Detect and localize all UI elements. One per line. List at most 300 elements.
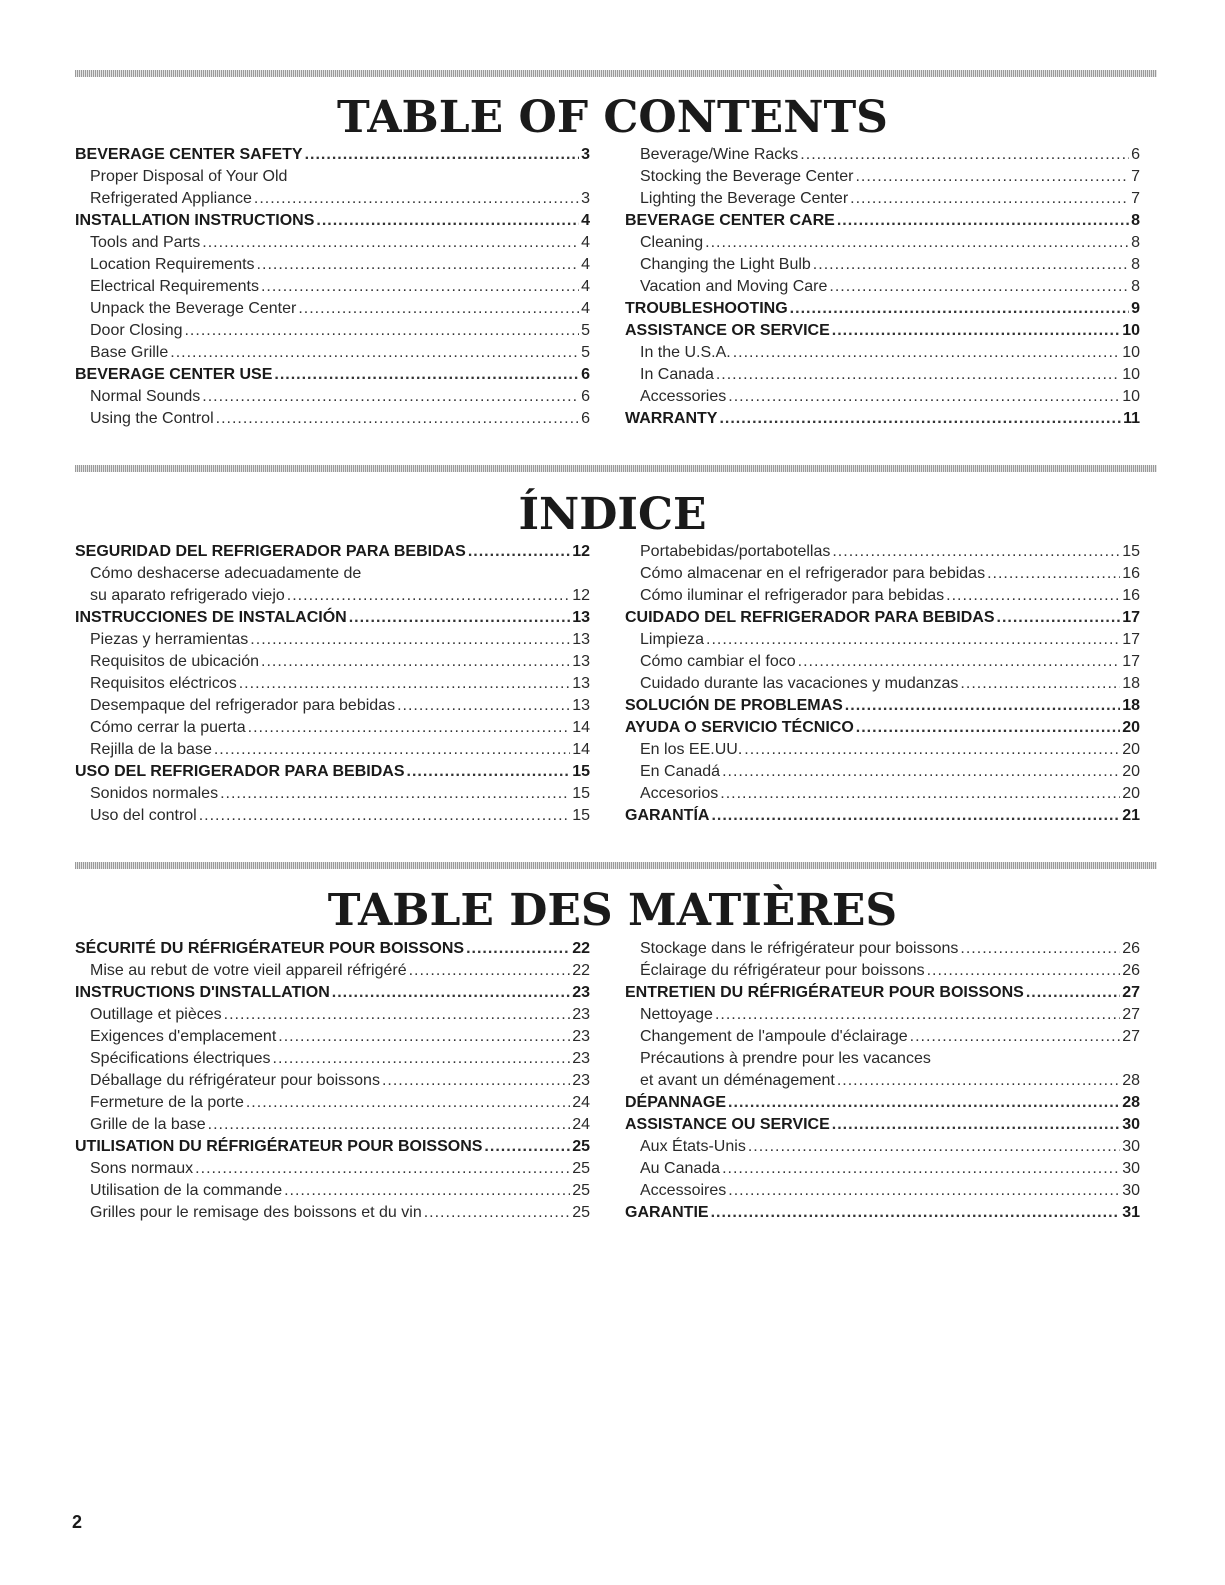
toc-entry [625, 936, 1140, 958]
dot-leader [837, 212, 1129, 230]
toc-entry-label: Cómo almacenar en el refrigerador para bebidas [640, 564, 986, 582]
toc-entry [75, 1112, 590, 1134]
toc-entry [625, 1068, 1140, 1090]
toc-entry-page: 13 [572, 608, 590, 626]
toc-entry-label: SOLUCIÓN DE PROBLEMAS [625, 696, 843, 714]
dot-leader [960, 675, 1120, 693]
toc-heading-entry [75, 1134, 590, 1156]
toc-entry [75, 1200, 590, 1222]
toc-entry [625, 1178, 1140, 1200]
toc-entry-label: INSTALLATION INSTRUCTIONS [75, 211, 315, 229]
toc-entry-page: 15 [1122, 542, 1140, 560]
toc-entry-label: BEVERAGE CENTER CARE [625, 211, 835, 229]
dot-leader [208, 1116, 571, 1134]
toc-entry [625, 958, 1140, 980]
toc-entry-label: AYUDA O SERVICIO TÉCNICO [625, 718, 854, 736]
toc-heading-entry [625, 406, 1140, 428]
toc-entry-label: DÉPANNAGE [625, 1093, 727, 1111]
dot-leader [305, 146, 580, 164]
toc-entry-label: Unpack the Beverage Center [90, 299, 297, 317]
dot-leader [850, 190, 1129, 208]
toc-entry-label: SÉCURITÉ DU RÉFRIGÉRATEUR POUR BOISSONS [75, 939, 465, 957]
toc-entry-page: 30 [1122, 1181, 1140, 1199]
divider-rule [75, 862, 1157, 869]
dot-leader [246, 1094, 570, 1112]
toc-entry-label: GARANTÍA [625, 806, 710, 824]
toc-entry-page: 31 [1122, 1203, 1140, 1221]
toc-entry-page: 7 [1131, 167, 1140, 185]
dot-leader [960, 940, 1120, 958]
toc-entry-label: Lighting the Beverage Center [640, 189, 849, 207]
toc-entry-page: 18 [1122, 674, 1140, 692]
toc-entry-page: 3 [581, 145, 590, 163]
dot-leader [397, 697, 570, 715]
toc-entry [625, 186, 1140, 208]
toc-entry-page: 23 [572, 1027, 590, 1045]
toc-entry-label: Accessories [640, 387, 727, 405]
toc-entry-label: Mise au rebut de votre vieil appareil réfrigéré [90, 961, 407, 979]
toc-heading-entry [625, 605, 1140, 627]
toc-entry [75, 781, 590, 803]
toc-entry [75, 671, 590, 693]
toc-entry [75, 340, 590, 362]
toc-entry-page: 8 [1131, 255, 1140, 273]
toc-heading-entry [625, 715, 1140, 737]
toc-entry-label: Requisitos de ubicación [90, 652, 259, 670]
dot-leader [845, 697, 1120, 715]
dot-leader [184, 322, 579, 340]
dot-leader [856, 719, 1120, 737]
toc-entry [625, 583, 1140, 605]
toc-entry [75, 252, 590, 274]
toc-heading-entry [625, 980, 1140, 1002]
toc-entry [75, 1024, 590, 1046]
divider-rule [75, 70, 1157, 77]
dot-leader [382, 1072, 570, 1090]
toc-entry-label: Desempaque del refrigerador para bebidas [90, 696, 396, 714]
dot-leader [273, 1050, 571, 1068]
toc-entry [75, 164, 590, 186]
toc-column-english-left [75, 142, 590, 428]
toc-heading-entry [625, 296, 1140, 318]
toc-entry [75, 1046, 590, 1068]
toc-entry-page: 17 [1122, 608, 1140, 626]
toc-entry-label: Uso del control [90, 806, 197, 824]
toc-entry-page: 13 [572, 630, 590, 648]
dot-leader [813, 256, 1129, 274]
toc-entry-page: 21 [1122, 806, 1140, 824]
toc-entry-page: 14 [572, 740, 590, 758]
dot-leader [733, 344, 1120, 362]
toc-entry [75, 296, 590, 318]
toc-entry-page: 17 [1122, 630, 1140, 648]
divider-rule [75, 465, 1157, 472]
toc-entry-page: 15 [572, 762, 590, 780]
toc-column-spanish-left [75, 539, 590, 825]
toc-entry-label: ASSISTANCE OR SERVICE [625, 321, 830, 339]
toc-entry-label: GARANTIE [625, 1203, 709, 1221]
toc-entry-label: INSTRUCTIONS D'INSTALLATION [75, 983, 330, 1001]
toc-entry-label: Accessoires [640, 1181, 727, 1199]
dot-leader [790, 300, 1129, 318]
toc-entry-page: 25 [572, 1159, 590, 1177]
toc-entry-label: Proper Disposal of Your Old [90, 167, 288, 185]
dot-leader [248, 719, 571, 737]
dot-leader [711, 807, 1120, 825]
toc-entry-page: 23 [572, 1071, 590, 1089]
toc-entry-label: ENTRETIEN DU RÉFRIGÉRATEUR POUR BOISSONS [625, 983, 1024, 1001]
toc-entry-page: 17 [1122, 652, 1140, 670]
toc-entry-page: 28 [1122, 1093, 1140, 1111]
toc-entry-label: Outillage et pièces [90, 1005, 222, 1023]
toc-entry-page: 20 [1122, 718, 1140, 736]
dot-leader [728, 1182, 1120, 1200]
toc-entry [625, 1002, 1140, 1024]
dot-leader [832, 543, 1120, 561]
toc-entry-label: Tools and Parts [90, 233, 201, 251]
toc-entry-page: 5 [581, 343, 590, 361]
toc-entry [75, 186, 590, 208]
dot-leader [254, 190, 579, 208]
toc-entry [75, 958, 590, 980]
dot-leader [832, 322, 1120, 340]
toc-entry-label: Rejilla de la base [90, 740, 212, 758]
toc-entry-page: 12 [572, 586, 590, 604]
dot-leader [800, 146, 1129, 164]
dot-leader [711, 1204, 1121, 1222]
toc-entry-page: 10 [1122, 321, 1140, 339]
dot-leader [997, 609, 1121, 627]
toc-entry-label: Stockage dans le réfrigérateur pour boissons [640, 939, 959, 957]
toc-entry-page: 12 [572, 542, 590, 560]
toc-entry-label: Éclairage du réfrigérateur pour boissons [640, 961, 925, 979]
dot-leader [202, 234, 579, 252]
toc-entry-label: CUIDADO DEL REFRIGERADOR PARA BEBIDAS [625, 608, 995, 626]
toc-entry-page: 6 [1131, 145, 1140, 163]
dot-leader [720, 785, 1120, 803]
toc-heading-entry [625, 1200, 1140, 1222]
toc-entry [625, 781, 1140, 803]
toc-entry-page: 24 [572, 1093, 590, 1111]
toc-entry-label: Cleaning [640, 233, 704, 251]
toc-entry-page: 30 [1122, 1137, 1140, 1155]
toc-heading-entry [75, 936, 590, 958]
toc-heading-entry [625, 803, 1140, 825]
dot-leader [927, 962, 1121, 980]
toc-entry [625, 274, 1140, 296]
toc-entry-page: 15 [572, 806, 590, 824]
toc-entry [625, 230, 1140, 252]
section-title-spanish: ÍNDICE [518, 489, 707, 540]
toc-entry-page: 10 [1122, 387, 1140, 405]
dot-leader [274, 366, 579, 384]
toc-entry [625, 1046, 1140, 1068]
toc-entry [625, 142, 1140, 164]
dot-leader [728, 388, 1120, 406]
toc-entry-page: 13 [572, 652, 590, 670]
toc-entry-page: 27 [1122, 1027, 1140, 1045]
dot-leader [261, 653, 570, 671]
toc-entry-label: Spécifications électriques [90, 1049, 271, 1067]
toc-entry-page: 5 [581, 321, 590, 339]
toc-entry-label: USO DEL REFRIGERADOR PARA BEBIDAS [75, 762, 405, 780]
dot-leader [349, 609, 570, 627]
toc-entry-page: 10 [1122, 343, 1140, 361]
toc-heading-entry [75, 605, 590, 627]
toc-entry-page: 20 [1122, 740, 1140, 758]
toc-entry-label: ASSISTANCE OU SERVICE [625, 1115, 830, 1133]
dot-leader [722, 1160, 1120, 1178]
toc-entry-page: 30 [1122, 1115, 1140, 1133]
toc-entry-page: 22 [572, 939, 590, 957]
toc-entry-page: 4 [581, 211, 590, 229]
toc-entry [75, 384, 590, 406]
toc-entry-page: 10 [1122, 365, 1140, 383]
dot-leader [239, 675, 570, 693]
dot-leader [407, 763, 571, 781]
dot-leader [722, 763, 1120, 781]
toc-entry [75, 737, 590, 759]
toc-heading-entry [625, 318, 1140, 340]
toc-heading-entry [625, 208, 1140, 230]
toc-entry-label: Utilisation de la commande [90, 1181, 283, 1199]
toc-entry [625, 561, 1140, 583]
toc-heading-entry [75, 980, 590, 1002]
toc-entry-label: Limpieza [640, 630, 705, 648]
dot-leader [706, 631, 1120, 649]
dot-leader [744, 741, 1120, 759]
toc-entry-page: 18 [1122, 696, 1140, 714]
dot-leader [484, 1138, 570, 1156]
toc-entry-page: 9 [1131, 299, 1140, 317]
toc-entry-label: Using the Control [90, 409, 214, 427]
toc-entry-page: 14 [572, 718, 590, 736]
toc-heading-entry [75, 208, 590, 230]
toc-entry-page: 30 [1122, 1159, 1140, 1177]
toc-entry-label: Cómo cerrar la puerta [90, 718, 246, 736]
toc-entry-label: BEVERAGE CENTER SAFETY [75, 145, 303, 163]
toc-entry-label: su aparato refrigerado viejo [90, 586, 285, 604]
dot-leader [716, 366, 1120, 384]
dot-leader [910, 1028, 1121, 1046]
toc-entry-page: 23 [572, 983, 590, 1001]
toc-entry-page: 4 [581, 255, 590, 273]
toc-entry [75, 1090, 590, 1112]
toc-entry [625, 627, 1140, 649]
toc-entry [75, 1002, 590, 1024]
toc-entry [625, 252, 1140, 274]
dot-leader [261, 278, 579, 296]
dot-leader [719, 410, 1121, 428]
toc-entry [75, 627, 590, 649]
toc-entry-page: 27 [1122, 1005, 1140, 1023]
toc-entry-label: In Canada [640, 365, 714, 383]
toc-entry [625, 737, 1140, 759]
toc-entry-page: 16 [1122, 586, 1140, 604]
dot-leader [832, 1116, 1120, 1134]
toc-heading-entry [75, 539, 590, 561]
dot-leader [214, 741, 570, 759]
toc-entry-label: Cómo cambiar el foco [640, 652, 796, 670]
toc-entry-label: Base Grille [90, 343, 169, 361]
dot-leader [298, 300, 579, 318]
dot-leader [855, 168, 1129, 186]
toc-entry-page: 11 [1123, 409, 1140, 427]
toc-entry [75, 1068, 590, 1090]
toc-entry-label: Portabebidas/portabotellas [640, 542, 831, 560]
toc-entry [625, 1156, 1140, 1178]
toc-entry-label: SEGURIDAD DEL REFRIGERADOR PARA BEBIDAS [75, 542, 466, 560]
dot-leader [216, 410, 579, 428]
toc-column-spanish-right [625, 539, 1140, 825]
toc-entry-page: 13 [572, 674, 590, 692]
toc-entry-label: Déballage du réfrigérateur pour boissons [90, 1071, 380, 1089]
toc-entry [625, 671, 1140, 693]
dot-leader [284, 1182, 570, 1200]
dot-leader [278, 1028, 570, 1046]
toc-entry-page: 24 [572, 1115, 590, 1133]
toc-entry [75, 1178, 590, 1200]
toc-entry-label: Sons normaux [90, 1159, 194, 1177]
toc-entry [75, 561, 590, 583]
toc-entry-label: Changement de l'ampoule d'éclairage [640, 1027, 908, 1045]
toc-entry-page: 25 [572, 1181, 590, 1199]
toc-entry-page: 4 [581, 233, 590, 251]
toc-entry-page: 16 [1122, 564, 1140, 582]
toc-entry [75, 318, 590, 340]
toc-entry-label: Requisitos eléctricos [90, 674, 237, 692]
toc-entry-label: Cómo iluminar el refrigerador para bebidas [640, 586, 945, 604]
toc-entry-label: TROUBLESHOOTING [625, 299, 788, 317]
toc-entry-page: 6 [581, 409, 590, 427]
toc-entry-label: Door Closing [90, 321, 183, 339]
dot-leader [409, 962, 571, 980]
toc-entry-page: 13 [572, 696, 590, 714]
dot-leader [715, 1006, 1120, 1024]
dot-leader [829, 278, 1129, 296]
dot-leader [468, 543, 570, 561]
toc-entry-page: 20 [1122, 762, 1140, 780]
toc-entry [75, 649, 590, 671]
toc-entry [75, 803, 590, 825]
toc-heading-entry [625, 1112, 1140, 1134]
toc-entry-label: Cuidado durante las vacaciones y mudanzas [640, 674, 959, 692]
toc-entry-page: 22 [572, 961, 590, 979]
toc-entry-label: Electrical Requirements [90, 277, 259, 295]
toc-entry-page: 23 [572, 1005, 590, 1023]
toc-entry-label: Sonidos normales [90, 784, 219, 802]
toc-heading-entry [625, 693, 1140, 715]
toc-entry-label: In the U.S.A. [640, 343, 731, 361]
toc-entry-label: Aux États-Unis [640, 1137, 746, 1155]
dot-leader [224, 1006, 571, 1024]
toc-heading-entry [625, 1090, 1140, 1112]
page-number: 2 [72, 1512, 83, 1532]
toc-entry [625, 362, 1140, 384]
toc-entry-page: 8 [1131, 233, 1140, 251]
dot-leader [220, 785, 570, 803]
toc-entry-page: 4 [581, 277, 590, 295]
toc-column-french-left [75, 936, 590, 1222]
toc-entry [625, 164, 1140, 186]
toc-entry-label: Refrigerated Appliance [90, 189, 252, 207]
toc-entry-page: 6 [581, 387, 590, 405]
toc-entry-label: UTILISATION DU RÉFRIGÉRATEUR POUR BOISSONS [75, 1137, 483, 1155]
toc-entry-label: Piezas y herramientas [90, 630, 249, 648]
toc-entry-label: WARRANTY [625, 409, 718, 427]
toc-entry [75, 693, 590, 715]
dot-leader [705, 234, 1129, 252]
toc-entry [625, 649, 1140, 671]
toc-entry-page: 4 [581, 299, 590, 317]
toc-entry [625, 539, 1140, 561]
toc-entry-page: 8 [1131, 211, 1140, 229]
toc-entry [75, 583, 590, 605]
toc-entry [625, 384, 1140, 406]
toc-entry-page: 3 [581, 189, 590, 207]
toc-entry-page: 27 [1122, 983, 1140, 1001]
toc-heading-entry [75, 759, 590, 781]
toc-entry [625, 340, 1140, 362]
toc-entry-page: 28 [1122, 1071, 1140, 1089]
toc-entry-label: Normal Sounds [90, 387, 201, 405]
toc-entry-label: Beverage/Wine Racks [640, 145, 799, 163]
toc-entry [75, 230, 590, 252]
section-title-french: TABLE DES MATIÈRES [327, 885, 898, 936]
toc-entry [75, 1156, 590, 1178]
toc-entry-label: En los EE.UU. [640, 740, 743, 758]
toc-entry [75, 715, 590, 737]
toc-entry-page: 26 [1122, 939, 1140, 957]
toc-entry-page: 23 [572, 1049, 590, 1067]
dot-leader [287, 587, 570, 605]
dot-leader [332, 984, 570, 1002]
toc-entry [625, 1024, 1140, 1046]
toc-entry-page: 15 [572, 784, 590, 802]
toc-entry-label: et avant un déménagement [640, 1071, 835, 1089]
toc-entry [75, 406, 590, 428]
toc-entry-label: Grille de la base [90, 1115, 206, 1133]
toc-entry-label: Fermeture de la porte [90, 1093, 244, 1111]
toc-entry [625, 1134, 1140, 1156]
toc-heading-entry [75, 362, 590, 384]
dot-leader [728, 1094, 1120, 1112]
dot-leader [424, 1204, 570, 1222]
toc-entry-label: En Canadá [640, 762, 721, 780]
dot-leader [195, 1160, 570, 1178]
dot-leader [946, 587, 1120, 605]
dot-leader [987, 565, 1120, 583]
toc-entry-label: Au Canada [640, 1159, 721, 1177]
dot-leader [466, 940, 570, 958]
toc-entry-page: 8 [1131, 277, 1140, 295]
toc-entry [75, 274, 590, 296]
dot-leader [202, 388, 579, 406]
dot-leader [798, 653, 1121, 671]
toc-entry-label: Changing the Light Bulb [640, 255, 811, 273]
toc-entry-label: BEVERAGE CENTER USE [75, 365, 273, 383]
toc-entry-label: INSTRUCCIONES DE INSTALACIÓN [75, 608, 347, 626]
dot-leader [1026, 984, 1120, 1002]
toc-entry-page: 25 [572, 1203, 590, 1221]
toc-entry-label: Exigences d'emplacement [90, 1027, 277, 1045]
toc-entry-label: Stocking the Beverage Center [640, 167, 854, 185]
toc-entry-label: Cómo deshacerse adecuadamente de [90, 564, 362, 582]
toc-entry [625, 759, 1140, 781]
dot-leader [837, 1072, 1120, 1090]
toc-entry-page: 7 [1131, 189, 1140, 207]
toc-entry-page: 26 [1122, 961, 1140, 979]
